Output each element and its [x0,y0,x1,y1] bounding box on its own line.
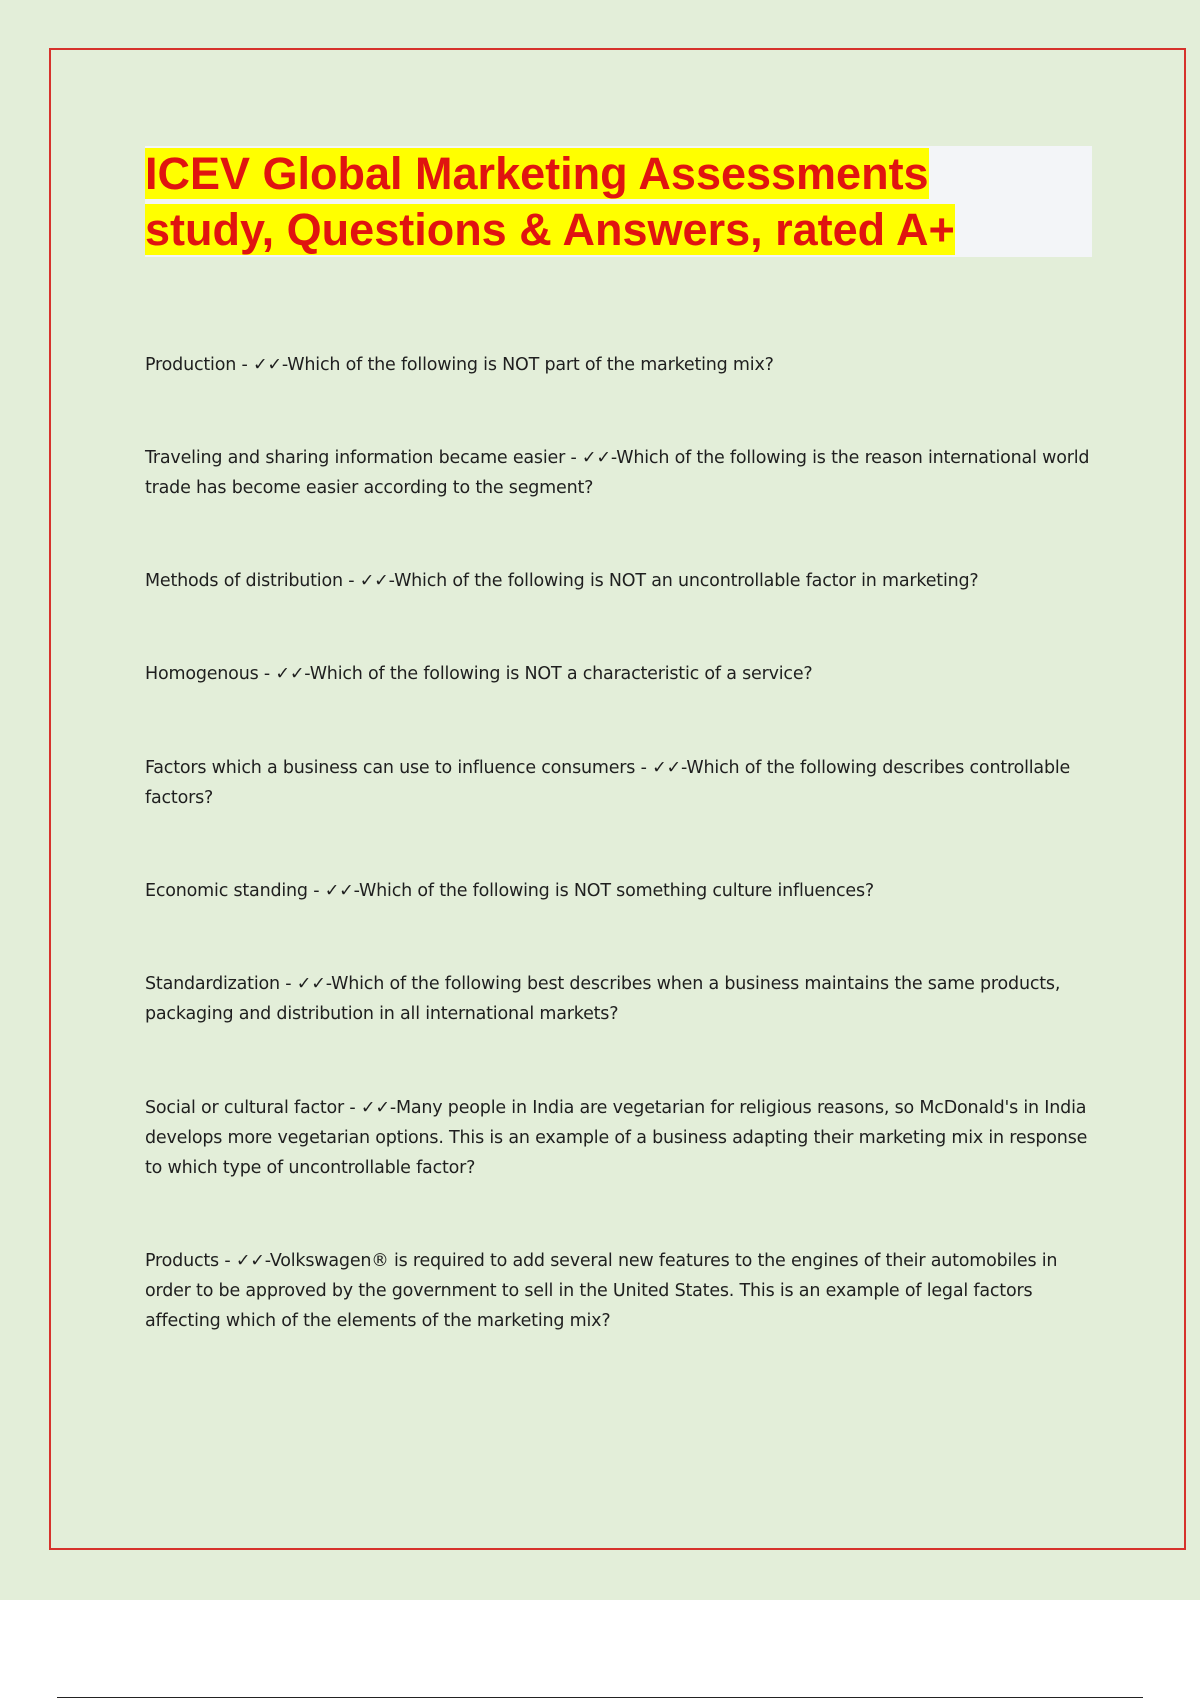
check-mark-icon: ✓✓ [275,664,305,684]
qa-answer: Standardization [145,974,280,994]
qa-question: Volkswagen® is required to add several new features to the engines of their automobiles in order to be approved by the government to sell in the United States. This is an example of legal factors affecting which of the elements of the marketing mix? [145,1251,1058,1331]
qa-item: Economic standing - ✓✓-Which of the following is NOT something culture influences? [145,881,874,901]
qa-question: Which of the following best describes when a business maintains the same products, packaging and distribution in all international markets? [145,974,1061,1024]
qa-item: Products - ✓✓-Volkswagen® is required to add several new features to the engines of their automobiles in order to be approved by the government to sell in the United States. This is an example of legal factors affecting which of the elements of the marketing mix? [145,1251,1058,1331]
qa-question: Which of the following is NOT part of the marketing mix? [287,355,774,375]
qa-answer: Factors which a business can use to influence consumers [145,758,636,778]
qa-answer: Economic standing [145,881,308,901]
qa-item: Homogenous - ✓✓-Which of the following is NOT a characteristic of a service? [145,664,813,684]
check-mark-icon: ✓✓ [252,355,282,375]
check-mark-icon: ✓✓ [359,571,389,591]
check-mark-icon: ✓✓ [296,974,326,994]
qa-answer: Homogenous [145,664,259,684]
check-mark-icon: ✓✓ [360,1098,390,1118]
qa-question: Which of the following is NOT something culture influences? [359,881,874,901]
qa-question: Which of the following is the reason international world trade has become easier according to the segment? [145,448,1090,498]
qa-answer: Products [145,1251,219,1271]
qa-item: Traveling and sharing information became easier - ✓✓-Which of the following is the reason international world trade has become easier according to the segment? [145,448,1090,498]
check-mark-icon: ✓✓ [581,448,611,468]
qa-item: Standardization - ✓✓-Which of the following best describes when a business maintains the same products, packaging and distribution in all international markets? [145,974,1061,1024]
qa-item: Factors which a business can use to influence consumers - ✓✓-Which of the following describes controllable factors? [145,758,1071,808]
document-title [145,146,1045,258]
check-mark-icon: ✓✓ [324,881,354,901]
qa-question: Which of the following is NOT an uncontrollable factor in marketing? [394,571,979,591]
qa-answer: Production [145,355,237,375]
check-mark-icon: ✓✓ [652,758,681,778]
qa-question: Which of the following is NOT a characteristic of a service? [309,664,813,684]
qa-item: Production - ✓✓-Which of the following is NOT part of the marketing mix? [145,355,774,375]
footer-rule [57,1697,1143,1698]
qa-answer: Traveling and sharing information became easier [145,448,566,468]
qa-answer: Methods of distribution [145,571,343,591]
check-mark-icon: ✓✓ [235,1251,265,1271]
qa-question: Many people in India are vegetarian for religious reasons, so McDonald's in India develops more vegetarian options. This is an example of a business adapting their marketing mix in response to which type of uncontrollable factor? [145,1098,1088,1178]
qa-item: Methods of distribution - ✓✓-Which of the following is NOT an uncontrollable factor in marketing? [145,571,979,591]
title-line-2: study, Questions & Answers, rated A+ [145,204,955,255]
title-line-1: ICEV Global Marketing Assessments [145,148,929,199]
qa-question: Which of the following describes controllable factors? [145,758,1071,808]
qa-answer: Social or cultural factor [145,1098,345,1118]
qa-item: Social or cultural factor - ✓✓-Many people in India are vegetarian for religious reasons, so McDonald's in India develops more vegetarian options. This is an example of a business adapting their marketing mix in response to which type of uncontrollable factor? [145,1098,1088,1178]
